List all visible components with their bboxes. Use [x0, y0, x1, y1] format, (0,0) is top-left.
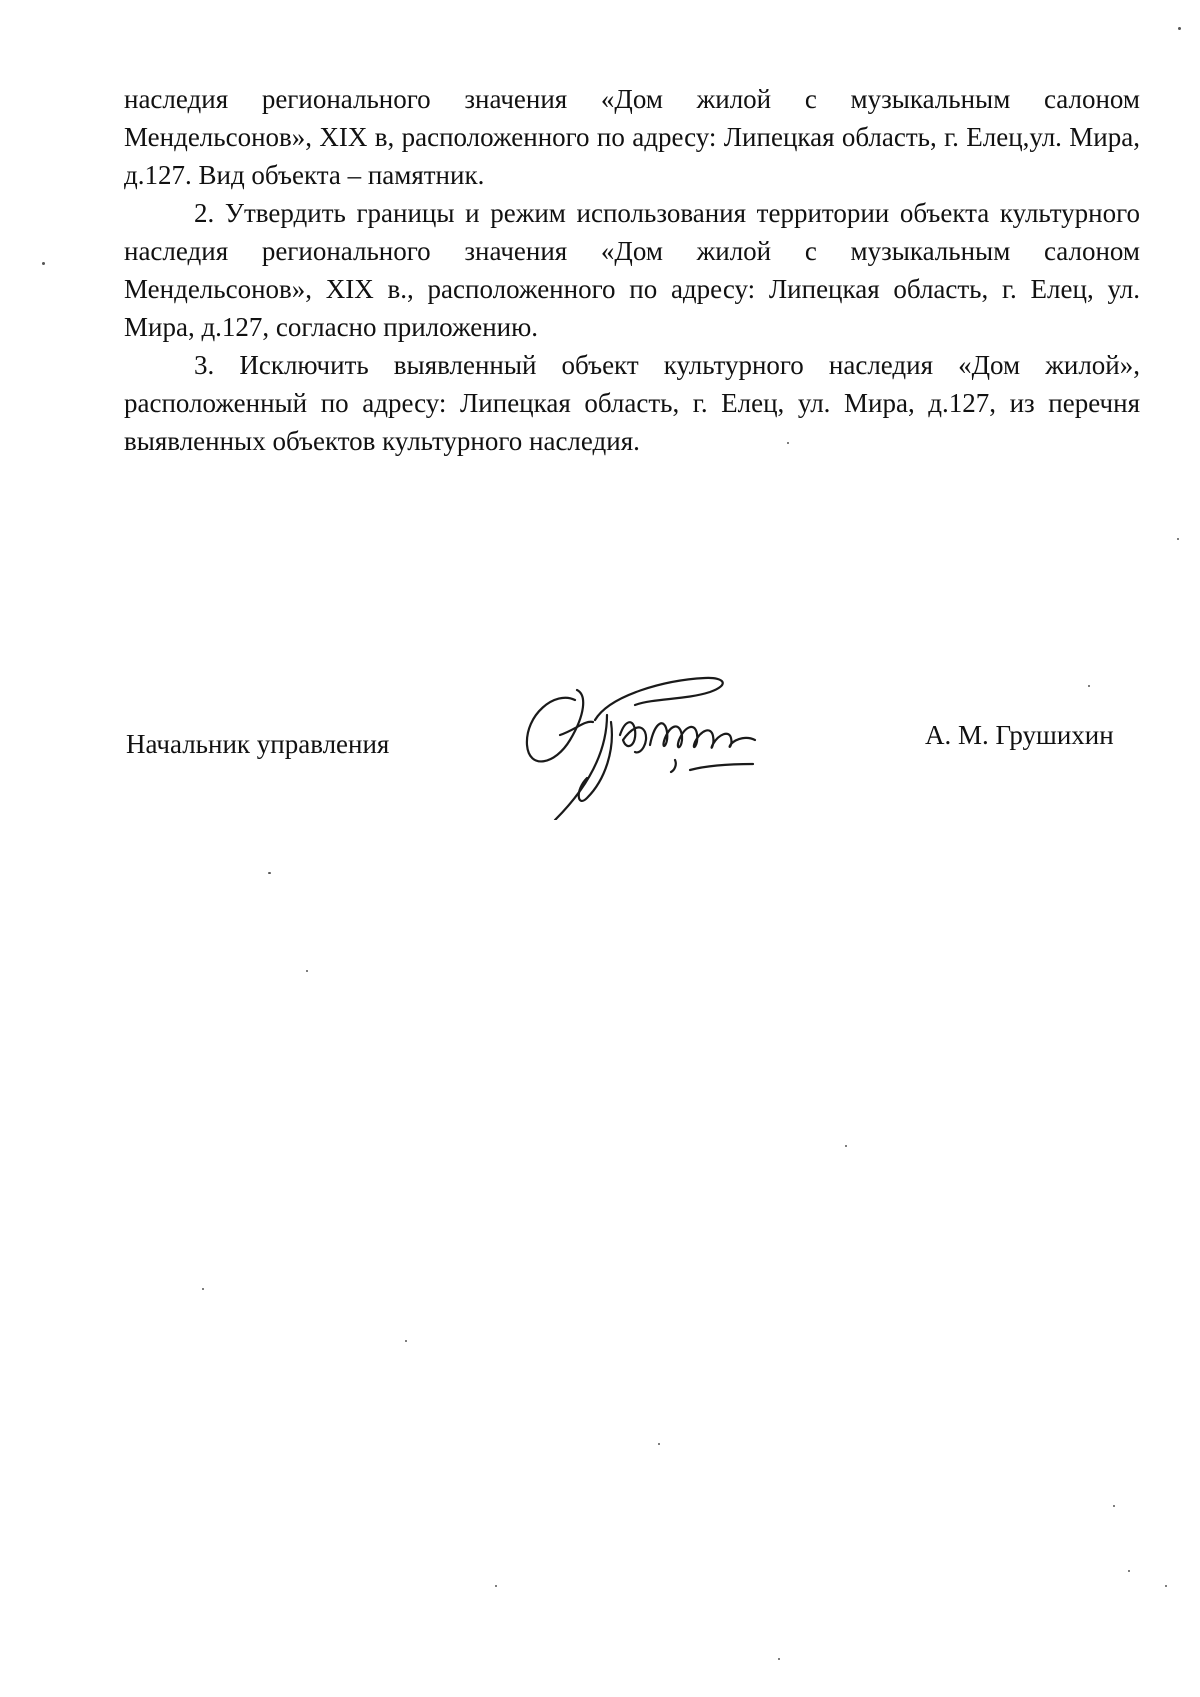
scan-speck	[845, 1145, 847, 1147]
scan-speck	[405, 1340, 407, 1342]
scan-speck	[495, 1585, 497, 1587]
scan-speck	[306, 970, 308, 972]
paragraph-item-3: 3. Исключить выявленный объект культурного наследия «Дом жилой», расположенный по адресу: Липецкая область, г. Елец, ул. Мира, д.127, из перечня выявленных объектов культурного наследия.	[124, 350, 1140, 456]
scan-speck	[202, 1288, 204, 1290]
paragraph-item-2: 2. Утвердить границы и режим использования территории объекта культурного наследия регионального значения «Дом жилой с музыкальным салоном Мендельсонов», XIX в., расположенного по адресу: Липецкая область, г. Елец, ул. Мира, д.127, согласно приложению.	[124, 198, 1140, 342]
scan-speck	[42, 262, 45, 265]
scan-speck	[1165, 1585, 1167, 1587]
signatory-title: Начальник управления	[126, 729, 390, 759]
scan-speck	[787, 442, 789, 444]
scan-speck	[1113, 1505, 1115, 1507]
scan-speck	[1177, 538, 1179, 540]
document-body	[124, 80, 1140, 460]
scan-speck	[1128, 1570, 1130, 1572]
scan-speck	[1178, 27, 1181, 30]
scan-speck	[778, 1658, 780, 1660]
scan-speck	[658, 1443, 660, 1445]
scan-speck	[268, 872, 271, 874]
scan-speck	[1088, 685, 1090, 687]
handwritten-signature	[515, 660, 815, 820]
paragraph-continuation: наследия регионального значения «Дом жилой с музыкальным салоном Мендельсонов», XIX в, расположенного по адресу: Липецкая область, г. Елец,ул. Мира, д.127. Вид объекта – памятник.	[124, 84, 1140, 190]
signatory-name: А. М. Грушихин	[925, 720, 1114, 750]
